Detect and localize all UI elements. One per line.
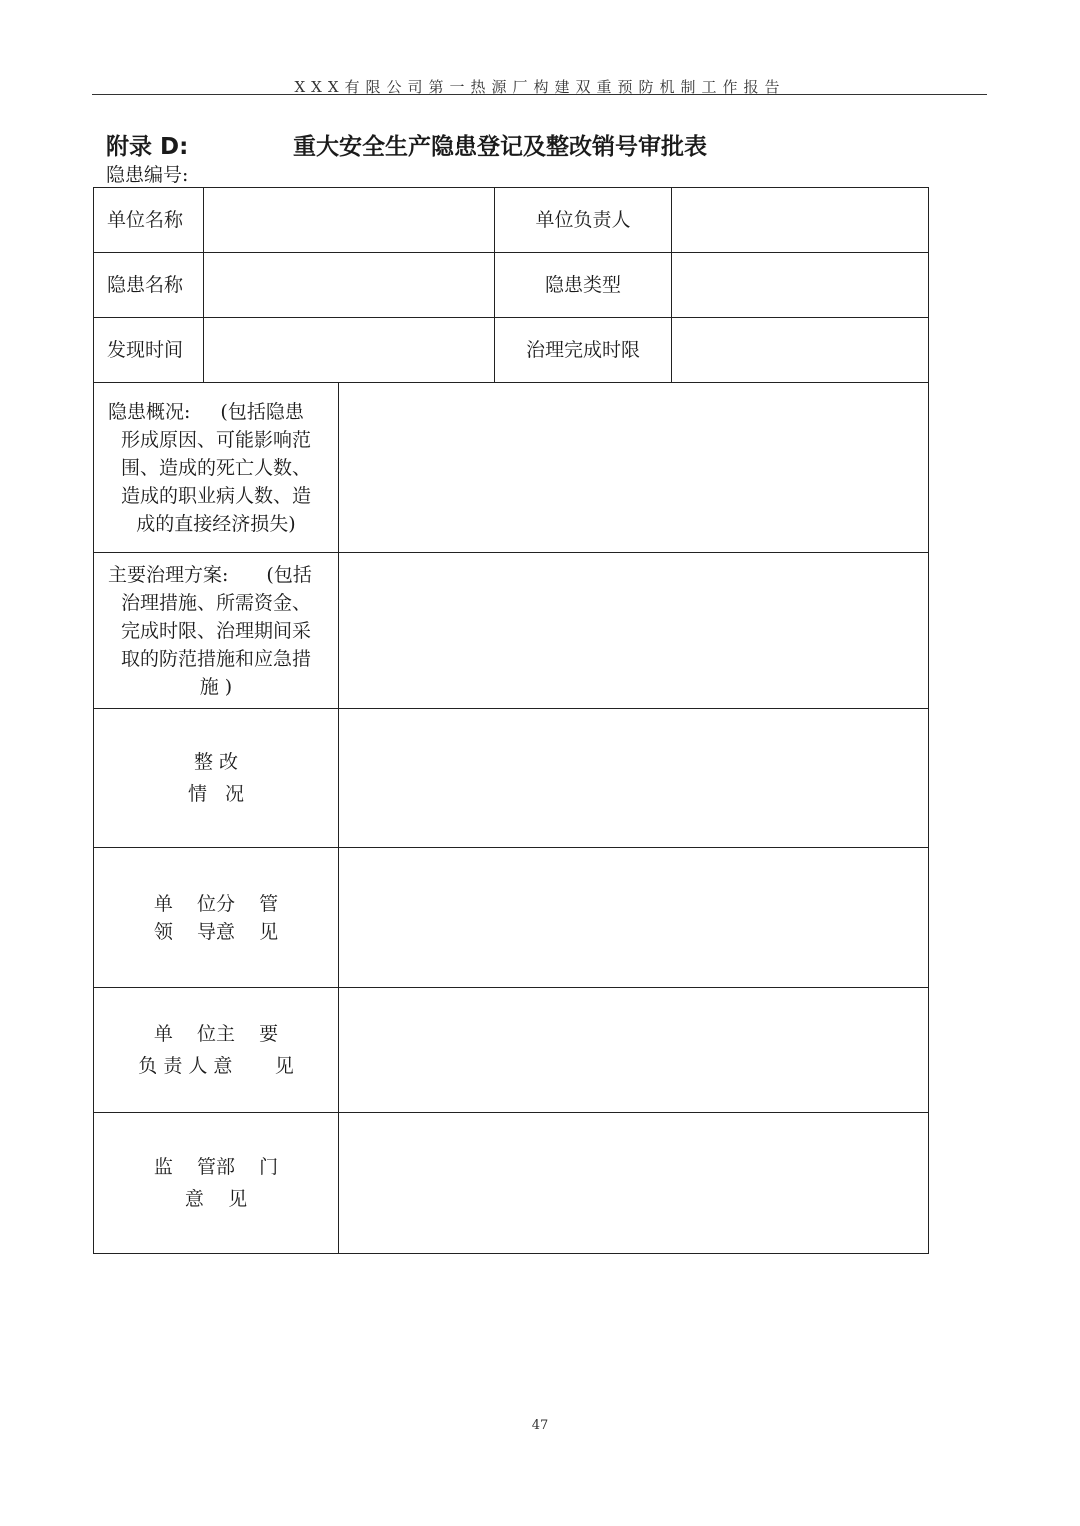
unit-name-label: 单位名称	[94, 188, 204, 253]
hazard-number-label: 隐患编号:	[106, 164, 189, 186]
page-number: 47	[531, 1418, 549, 1433]
hazard-overview-label	[94, 383, 339, 553]
hazard-overview-line-1: 隐患概况: (包括隐患	[108, 400, 304, 423]
rectification-label: 整 改 情 况	[94, 709, 339, 848]
hazard-overview-line-2: 形成原因、可能影响范	[120, 428, 311, 451]
running-header: XXX有限公司第一热源厂构建双重预防机制工作报告	[294, 78, 786, 96]
form-row-time	[94, 318, 929, 383]
form-title: 重大安全生产隐患登记及整改销号审批表	[293, 134, 707, 160]
deadline-field[interactable]	[672, 318, 929, 383]
header-rule	[92, 94, 987, 95]
hazard-name-label: 隐患名称	[94, 253, 204, 318]
form-row-main-leader	[94, 988, 929, 1113]
form-row-overview	[94, 383, 929, 553]
main-plan-line-2: 治理措施、所需资金、	[120, 591, 311, 614]
hazard-overview-line-4: 造成的职业病人数、造	[120, 484, 311, 507]
supervision-opinion-field[interactable]	[339, 1113, 929, 1254]
main-plan-line-5: 施 )	[199, 675, 233, 698]
main-plan-line-1: 主要治理方案: (包括	[108, 563, 312, 586]
main-plan-field[interactable]	[339, 553, 929, 709]
main-plan-line-4: 取的防范措施和应急措	[120, 647, 311, 670]
hazard-name-field[interactable]	[204, 253, 495, 318]
main-plan-label	[94, 553, 339, 709]
appendix-label: 附录 D:	[106, 134, 189, 160]
unit-leader-field[interactable]	[672, 188, 929, 253]
dept-leader-opinion-label: 单 位分 管 领 导意 见	[94, 848, 339, 988]
form-row-dept-leader	[94, 848, 929, 988]
form-row-supervision	[94, 1113, 929, 1254]
hazard-type-label: 隐患类型	[495, 253, 672, 318]
form-row-plan	[94, 553, 929, 709]
dept-leader-opinion-field[interactable]	[339, 848, 929, 988]
deadline-label: 治理完成时限	[495, 318, 672, 383]
rectification-field[interactable]	[339, 709, 929, 848]
hazard-overview-line-5: 成的直接经济损失)	[136, 512, 296, 535]
form-row-unit	[94, 188, 929, 253]
supervision-opinion-label: 监 管部 门 意 见	[94, 1113, 339, 1254]
form-row-rectification	[94, 709, 929, 848]
main-plan-line-3: 完成时限、治理期间采	[120, 619, 311, 642]
main-leader-opinion-field[interactable]	[339, 988, 929, 1113]
unit-name-field[interactable]	[204, 188, 495, 253]
unit-leader-label: 单位负责人	[495, 188, 672, 253]
discovery-time-field[interactable]	[204, 318, 495, 383]
hazard-overview-line-3: 围、造成的死亡人数、	[120, 456, 311, 479]
approval-form-table	[93, 187, 929, 1254]
discovery-time-label: 发现时间	[94, 318, 204, 383]
hazard-type-field[interactable]	[672, 253, 929, 318]
form-row-hazard	[94, 253, 929, 318]
main-leader-opinion-label: 单 位主 要 负 责 人 意 见	[94, 988, 339, 1113]
hazard-overview-field[interactable]	[339, 383, 929, 553]
